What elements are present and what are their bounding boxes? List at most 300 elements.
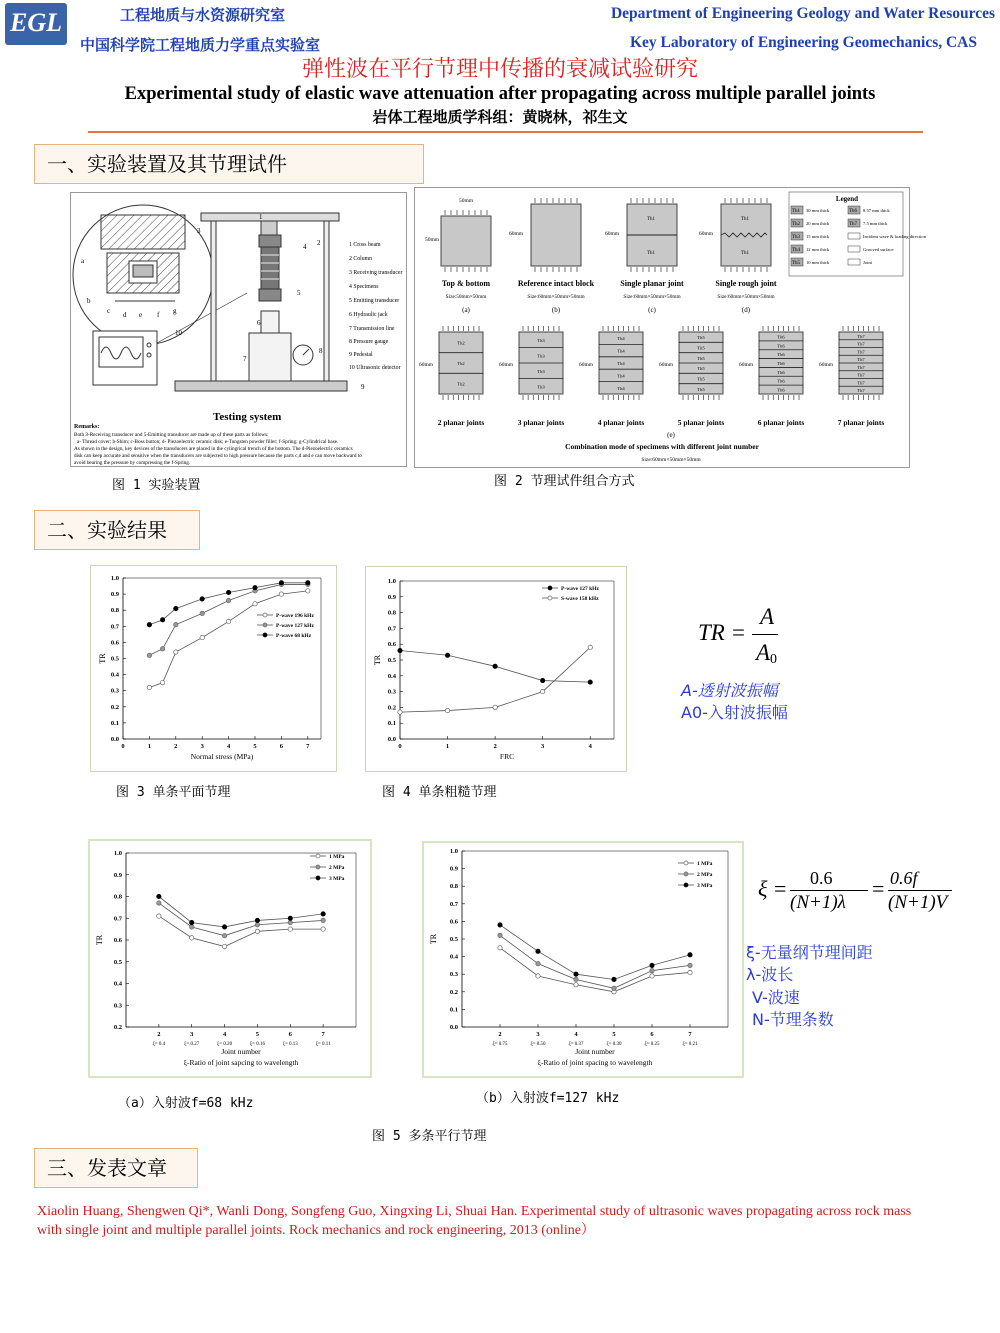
xi-tick-label: ξ= 0.11 [315,1042,331,1047]
data-point [157,894,161,898]
formula-xi-bar1 [790,890,868,891]
legend-marker [548,596,552,600]
legend-label: 3 MPa [697,883,713,889]
data-point [306,589,310,593]
data-point [445,653,449,657]
series-line [159,903,323,936]
svg-text:7: 7 [243,355,247,363]
legend-label: S-wave 158 kHz [561,596,599,602]
formula-tr [698,604,818,674]
dimension-label: 60mm [579,362,594,368]
lab-name-cn: 工程地质与水资源研究室 [120,6,286,24]
remarks-line: avoid bearing the pressure by compressing the f-Spring. [74,460,191,466]
data-point [174,622,178,626]
data-point [157,914,161,918]
series-line [500,925,690,980]
legend-item: 8 Pressure gauge [349,339,389,345]
y-tick-label: 0.0 [110,736,119,743]
y-tick-label: 0.3 [387,688,396,696]
x-tick-label: 2 [493,743,497,750]
y-tick-label: 0.5 [449,936,458,943]
y-tick-label: 0.9 [113,871,122,879]
data-point [612,986,616,990]
dimension-label: 60mm [605,231,620,237]
block-tag: Th1 [647,217,656,222]
legend-marker [263,613,267,617]
x-tick-label: 1 [147,743,152,750]
data-point [160,618,164,622]
y-axis-label: TR [373,654,382,666]
xi-tick-label: ξ= 0.50 [530,1042,546,1047]
data-point [498,923,502,927]
data-point [147,685,151,689]
legend-tag: Th3 [792,235,801,240]
block-tag: Th5 [697,366,705,372]
legend-text: 30 mm thick [806,208,830,213]
svg-text:d: d [123,311,127,319]
y-tick-label: 0.9 [449,865,458,873]
formula-xi-eq1: = [774,876,787,901]
y-tick-label: 0.1 [110,719,119,727]
y-tick-label: 0.4 [113,980,122,988]
chart-fig5a-box [88,839,372,1078]
data-point [536,949,540,953]
x-tick-label: 7 [688,1031,692,1038]
chart-fig4 [366,567,626,771]
data-point [498,946,502,950]
y-tick-label: 0.2 [449,988,458,996]
block-tag: Th7 [857,341,865,347]
block-tag: Th2 [457,340,465,346]
hydraulic-jack [249,333,291,381]
x-tick-label: 3 [190,1031,194,1038]
legend-title: Legend [835,195,859,203]
block-tag: Th6 [777,343,785,349]
y-tick-label: 0.0 [387,736,396,743]
specimen-name: Single rough joint [715,279,777,288]
legend-tag: Th1 [792,209,801,214]
formula-tr-subscript: 0 [770,652,777,667]
legend-tag: Th5 [792,261,801,266]
xi-tick-label: ξ= 0.16 [249,1042,265,1047]
x-tick-label: 2 [498,1031,502,1038]
block-tag: Th5 [697,345,705,351]
legend-text: 15 mm thick [806,234,830,239]
data-point [226,619,230,623]
fig2-caption: 图 2 节理试件组合方式 [494,474,635,489]
formula-xi-eq2: = [872,876,885,901]
chart-fig5a [90,841,370,1076]
dimension-label: 50mm [459,198,474,204]
x-axis-label-2: ξ-Ratio of joint sapcing to wavelength [183,1058,299,1067]
chart-fig5b-box [422,841,744,1078]
y-tick-label: 0.8 [110,607,119,615]
svg-text:f: f [157,311,160,319]
legend-item: 2 Column [349,256,373,262]
remarks-title: Remarks: [74,424,100,430]
y-tick-label: 0.0 [449,1024,458,1031]
data-point [445,708,449,712]
formula-xi-num1: 0.6 [810,868,833,888]
remarks-line: Both 3-Receiving transducer and 5-Emitting transducer are made up of these parts as follows: [74,432,269,438]
data-point [650,968,654,972]
legend-marker [263,623,267,627]
data-point [226,590,230,594]
specimen-label: (d) [741,306,751,314]
y-tick-label: 0.8 [113,893,122,901]
specimen-name: Single planar joint [620,279,684,288]
block-tag: Th6 [777,369,785,375]
specimen [261,247,279,289]
pedestal [175,381,347,391]
legend-marker [316,876,320,880]
x-tick-label: 7 [306,743,310,750]
data-point [147,622,151,626]
block-tag: Th1 [647,251,656,256]
legend-tag: Th4 [792,248,801,253]
series-line [500,935,690,988]
svg-text:g: g [173,307,177,315]
dimension-label: 60mm [659,362,674,368]
xi-tick-label: ξ= 0.13 [282,1042,298,1047]
block-tag: Th6 [777,361,785,366]
y-axis-label: TR [95,934,104,946]
y-tick-label: 0.6 [110,639,119,647]
y-tick-label: 0.2 [387,704,396,712]
block-tag: Th2 [457,381,465,387]
block-tag: Th5 [697,376,705,382]
x-tick-label: 6 [288,1031,292,1038]
testing-system-drawing [71,193,406,466]
figure-testing-system [70,192,407,467]
data-point [288,920,292,924]
data-point [688,970,692,974]
block-tag: Th1 [741,217,750,222]
chart-fig5b [424,843,742,1076]
y-tick-label: 1.0 [449,848,458,855]
formula-xi-bar2 [888,890,952,891]
block-tag: Th4 [617,348,625,354]
y-axis-label: TR [98,653,107,664]
block-tag: Th7 [857,380,865,386]
legend-item: 1 Cross beam [349,242,381,248]
x-tick-label: 3 [536,1031,540,1038]
specimen-name: 5 planar joints [677,418,725,427]
data-point [321,912,325,916]
data-point [255,929,259,933]
page-title-cn: 弹性波在平行节理中传播的衰减试验研究 [301,57,698,82]
legend-marker [684,872,688,876]
y-tick-label: 0.7 [113,915,122,923]
dimension-label: 60mm [739,362,754,368]
y-tick-label: 0.2 [110,703,119,711]
formula-tr-denominator: A [756,640,771,665]
column-left [211,221,216,381]
svg-text:8: 8 [319,347,323,355]
data-point [536,961,540,965]
legend-marker [316,865,320,869]
formula-xi-den1: (N+1)λ [790,892,846,913]
y-tick-label: 0.6 [113,937,122,944]
data-point [398,710,402,714]
legend-tag: Th6 [849,209,858,214]
figure-specimen-combinations [414,187,927,468]
series-line [400,647,590,712]
data-point [536,974,540,978]
legend-marker [684,883,688,887]
data-point [174,606,178,610]
block-tag: Th2 [457,361,465,366]
data-point [190,925,194,929]
y-tick-label: 0.5 [387,657,396,664]
data-point [288,927,292,931]
data-point [498,933,502,937]
block-tag: Th1 [741,251,750,256]
formula-def-lambda: λ-波长 [746,965,794,984]
block-tag: Th5 [697,386,705,392]
fig5a-caption: （a）入射波f=68 kHz [118,1096,254,1111]
legend-tag: Th2 [792,222,801,227]
column-right [324,221,329,381]
specimen-label: (c) [648,306,656,314]
dimension-label: 60mm [419,362,434,368]
block-tag: Th5 [697,355,705,361]
y-tick-label: 0.1 [387,720,396,728]
y-tick-label: 1.0 [387,578,396,585]
data-point [226,598,230,602]
data-point [190,936,194,940]
specimen-label: (a) [462,306,470,314]
formula-tr-bar [752,634,778,635]
formula-def-xi: ξ-无量纲节理间距 [746,943,873,962]
data-point [321,927,325,931]
data-point [200,611,204,615]
y-tick-label: 0.8 [387,609,396,617]
data-point [174,650,178,654]
block-tag: Th6 [777,334,785,340]
data-point [321,918,325,922]
block-tag: Th6 [777,352,785,358]
data-point [160,680,164,684]
legend-swatch [848,246,860,252]
xi-tick-label: ξ= 0.75 [492,1042,508,1047]
fig3-caption: 图 3 单条平面节理 [116,785,231,800]
block-tag: Th7 [857,388,865,394]
formula-xi [758,866,958,926]
x-tick-label: 3 [541,743,545,750]
legend-item: 6 Hydraulic jack [349,312,388,318]
dimension-label: 60mm [699,231,714,237]
x-tick-label: 4 [574,1031,578,1038]
y-tick-label: 0.1 [449,1006,458,1014]
y-tick-label: 0.9 [387,593,396,601]
specimen-block [531,204,581,266]
legend-text: Grooved surface [863,247,894,252]
svg-text:1: 1 [259,213,263,221]
legend-text: 20 mm thick [806,221,830,226]
legend-swatch [848,259,860,265]
data-point [160,647,164,651]
legend-item: 3 Receiving transducer [349,270,403,276]
fig1-caption: 图 1 实验装置 [112,478,201,493]
x-tick-label: 1 [445,743,450,750]
y-tick-label: 1.0 [113,850,122,857]
y-tick-label: 0.2 [113,1024,122,1031]
data-point [200,597,204,601]
block-tag: Th5 [697,335,705,341]
combo-label: (e) [667,431,675,439]
legend-text: Joint [863,260,872,265]
legend-label: 1 MPa [697,861,713,867]
block-tag: Th4 [617,361,625,366]
dimension-label: 60mm [509,231,524,237]
authors: 岩体工程地质学科组：黄晓林，祁生文 [372,108,628,126]
y-tick-label: 0.5 [110,655,119,663]
block-tag: Th4 [617,373,625,379]
specimen-name: 6 planar joints [757,418,805,427]
x-axis-label: Normal stress (MPa) [190,752,254,761]
y-tick-label: 0.8 [449,883,458,891]
formula-def-n: N-节理条数 [752,1010,834,1029]
section-heading-results: 二、实验结果 [34,510,200,550]
data-point [288,916,292,920]
publication-citation: Xiaolin Huang, Shengwen Qi*, Wanli Dong, Songfeng Guo, Xingxing Li, Shuai Han. Experimental study of ultrasonic waves propagating across rock mass with single joint and multiple parallel joints. Rock mechanics and rock engineering, 2013 (online） [37,1204,912,1238]
formula-def-a: A-透射波振幅 [681,681,778,700]
testing-system-title: Testing system [213,411,282,423]
x-tick-label: 2 [157,1031,161,1038]
x-axis-label: Joint number [575,1047,615,1056]
data-point [588,680,592,684]
y-tick-label: 0.9 [110,591,119,599]
data-point [190,920,194,924]
legend-text: 10 mm thick [806,260,830,265]
block-tag: Th7 [857,357,865,363]
data-point [255,923,259,927]
section-heading-publications: 三、发表文章 [34,1148,198,1188]
data-point [222,944,226,948]
specimen-size: Size:60mm×50mm×50mm [527,294,585,300]
block-tag: Th7 [857,372,865,378]
legend-label: P-wave 127 kHz [561,586,599,592]
data-point [279,592,283,596]
formula-tr-lhs: TR [698,620,725,645]
data-point [588,645,592,649]
legend-swatch [848,233,860,239]
svg-text:10: 10 [175,329,182,337]
data-point [147,653,151,657]
legend-item: 9 Pedestal [349,352,373,358]
block-tag: Th6 [777,378,785,384]
block-tag: Th7 [857,349,865,355]
remarks-line: a- Thread cover; b-Shim; c-Boss button; d- Piezoelectric ceramic disk; e-Tungsten powder filler; f-Spring; g-Cylindrical base. [77,439,339,445]
y-tick-label: 0.7 [449,900,458,908]
y-tick-label: 0.4 [110,671,119,679]
legend-label: P-wave 196 kHz [276,613,314,619]
x-tick-label: 4 [588,743,592,750]
y-tick-label: 0.3 [113,1002,122,1010]
data-point [253,602,257,606]
key-lab-name-cn: 中国科学院工程地质力学重点实验室 [80,36,321,54]
specimen-name: 3 planar joints [517,418,565,427]
svg-text:5: 5 [297,289,301,297]
data-point [688,953,692,957]
data-point [493,705,497,709]
y-tick-label: 0.4 [387,672,396,680]
legend-label: P-wave 68 kHz [276,633,312,639]
formula-tr-equals: = [732,620,745,645]
dimension-label: 50mm [425,237,440,243]
data-point [222,925,226,929]
block-tag: Th3 [537,384,545,390]
egl-logo: EGL [5,3,67,45]
svg-text:2: 2 [317,239,321,247]
xi-tick-label: ξ= 0.20 [217,1042,233,1047]
x-tick-label: 4 [226,743,231,750]
x-tick-label: 4 [222,1031,227,1038]
data-point [279,581,283,585]
svg-text:4: 4 [303,243,307,251]
formula-xi-den2: (N+1)V [888,892,948,913]
svg-text:9: 9 [361,383,365,391]
y-tick-label: 0.3 [110,687,119,695]
y-tick-label: 1.0 [110,575,119,582]
x-tick-label: 5 [255,1031,260,1038]
specimen-label: (b) [551,306,561,314]
y-tick-label: 0.7 [110,623,119,631]
xi-tick-label: ξ= 0.4 [152,1042,166,1047]
specimen-name: Reference intact block [517,279,595,288]
data-point [574,977,578,981]
data-point [574,983,578,987]
x-axis-label-2: ξ-Ratio of joint spacing to wavelength [537,1058,653,1067]
data-point [200,635,204,639]
formula-xi-lhs: ξ [758,876,768,901]
svg-text:3: 3 [197,227,201,235]
legend-label: P-wave 127 kHz [276,623,314,629]
data-point [493,664,497,668]
fig4-caption: 图 4 单条粗糙节理 [382,785,497,800]
block-tag: Th4 [617,336,625,342]
combo-size: Size:60mm×50mm×50mm [641,457,701,463]
series-line [149,591,307,688]
emitting-transducer [259,289,281,301]
svg-text:e: e [139,311,143,319]
specimen-size: Size:60mm×50mm×50mm [717,294,775,300]
data-point [398,648,402,652]
specimen-size: Size:60mm×50mm×50mm [623,294,681,300]
receiving-transducer [259,235,281,247]
data-point [650,963,654,967]
block-tag: Th3 [537,337,545,343]
y-tick-label: 0.3 [449,971,458,979]
chart-fig4-box [365,566,627,772]
data-point [222,933,226,937]
x-tick-label: 0 [121,743,125,750]
y-tick-label: 0.4 [449,953,458,961]
legend-label: 2 MPa [697,872,713,878]
block-tag: Th3 [537,353,545,359]
data-point [253,585,257,589]
svg-text:6: 6 [257,319,261,327]
legend-text: 12 mm thick [806,247,830,252]
specimen-size: Size:50mm×50mm [445,294,487,300]
legend-label: 1 MPa [329,854,345,860]
dept-name-en: Department of Engineering Geology and Water Resources [610,5,995,22]
block-tag: Th7 [857,364,865,370]
chart-fig3-box [90,565,337,772]
legend-marker [316,854,320,858]
series-line [500,948,690,992]
